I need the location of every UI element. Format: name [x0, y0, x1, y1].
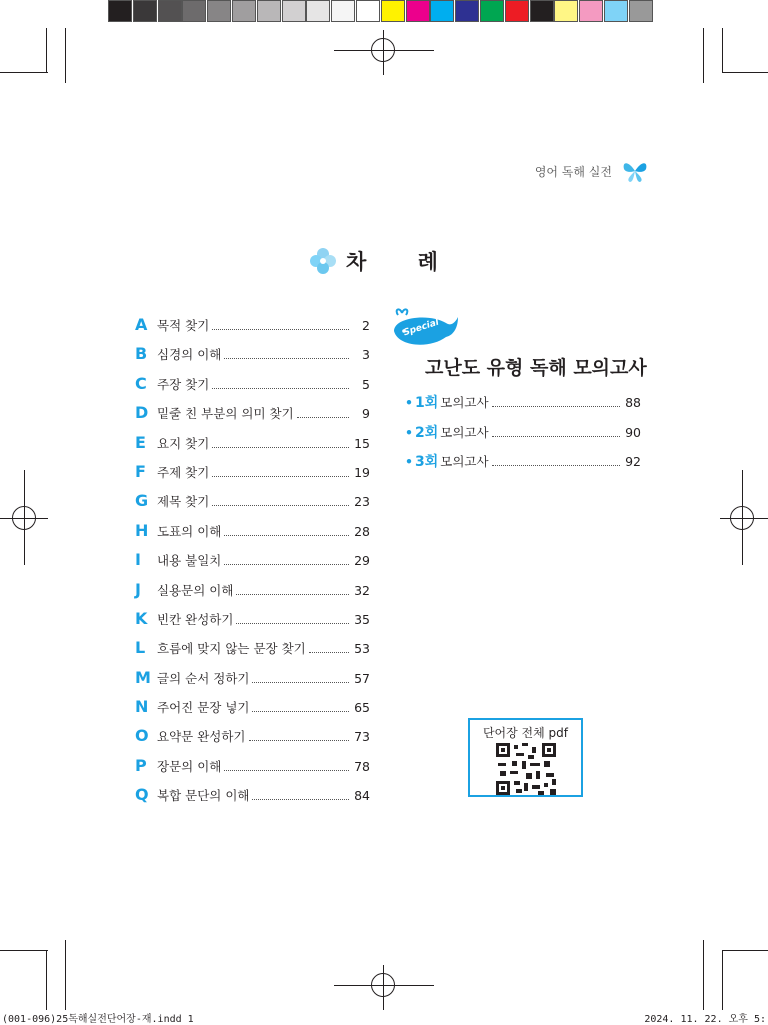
- qr-label: 단어장 전체 pdf: [482, 726, 569, 740]
- color-swatch: [480, 0, 504, 22]
- leader-dots: [224, 535, 349, 536]
- toc-item[interactable]: [135, 374, 370, 403]
- leader-dots: [492, 406, 620, 407]
- exam-label: 모의고사: [440, 454, 489, 469]
- toc-item[interactable]: [135, 580, 370, 609]
- toc-label: 요약문 완성하기: [157, 729, 246, 745]
- color-swatch: [505, 0, 529, 22]
- toc-label: 목적 찾기: [157, 318, 210, 333]
- registration-mark: [12, 506, 36, 530]
- toc-label: 흐름에 맞지 않는 문장 찾기: [157, 641, 306, 657]
- toc-item[interactable]: [135, 433, 370, 462]
- toc-page: 28: [354, 523, 370, 539]
- color-swatch: [133, 0, 157, 22]
- toc-letter: H: [135, 520, 149, 540]
- toc-letter: B: [135, 344, 148, 364]
- toc-page: 15: [354, 435, 370, 451]
- color-swatch: [579, 0, 603, 22]
- leader-dots: [236, 594, 349, 595]
- toc-item[interactable]: [135, 668, 370, 697]
- leader-dots: [212, 388, 349, 389]
- toc-page: 23: [354, 494, 370, 510]
- leader-dots: [212, 447, 349, 448]
- exam-list: [405, 392, 641, 481]
- toc-letter: E: [135, 432, 146, 452]
- leader-dots: [252, 799, 349, 800]
- toc-letter: C: [135, 373, 147, 393]
- toc-letter: A: [135, 315, 148, 334]
- toc-letter: P: [135, 755, 147, 775]
- exam-item[interactable]: [405, 422, 641, 452]
- exam-page: 92: [625, 454, 641, 469]
- crop-mark: [722, 950, 768, 951]
- toc-label: 주장 찾기: [157, 376, 210, 392]
- crop-mark: [46, 28, 47, 73]
- color-bar: [108, 0, 654, 22]
- toc-page: 9: [362, 406, 370, 422]
- registration-mark: [371, 38, 395, 62]
- toc-label: 장문의 이해: [157, 758, 222, 774]
- toc-label: 복합 문단의 이해: [157, 788, 250, 804]
- color-swatch: [207, 0, 231, 22]
- toc-letter: Q: [135, 785, 149, 805]
- toc-item[interactable]: [135, 726, 370, 755]
- bullet-icon: •: [405, 454, 413, 469]
- toc-page: 32: [354, 582, 370, 598]
- exam-page: 90: [625, 424, 641, 440]
- crop-mark: [722, 28, 723, 73]
- toc-letter: K: [135, 608, 148, 628]
- crop-mark: [65, 940, 66, 1010]
- toc-page: 2: [362, 318, 370, 333]
- toc-letter: D: [135, 403, 149, 423]
- butterfly-icon: [620, 158, 650, 184]
- toc-page: 19: [354, 464, 370, 480]
- toc-page: 53: [354, 641, 370, 657]
- series-name: 영어 독해 실전: [534, 164, 612, 179]
- qr-code-box[interactable]: [468, 718, 583, 797]
- exam-number: 1회: [415, 395, 439, 411]
- clover-icon: [308, 246, 338, 276]
- leader-dots: [224, 770, 349, 771]
- crop-mark: [46, 950, 47, 1010]
- special-badge: Special: [402, 317, 441, 339]
- leader-dots: [492, 465, 620, 466]
- color-swatch: [530, 0, 554, 22]
- exam-label: 모의고사: [440, 424, 489, 440]
- registration-mark: [730, 506, 754, 530]
- toc-item[interactable]: [135, 403, 370, 432]
- toc-letter: G: [135, 491, 149, 511]
- qr-code-icon[interactable]: [496, 743, 556, 795]
- toc-item[interactable]: [135, 638, 370, 667]
- toc-page: 5: [362, 376, 370, 392]
- color-swatch: [306, 0, 330, 22]
- color-swatch: [182, 0, 206, 22]
- crop-mark: [0, 950, 48, 951]
- page-title: [0, 246, 768, 276]
- crop-mark: [703, 940, 704, 1010]
- toc-label: 빈칸 완성하기: [157, 611, 234, 627]
- toc-item[interactable]: [135, 521, 370, 550]
- toc-item[interactable]: [135, 609, 370, 638]
- crop-mark: [65, 28, 66, 83]
- toc-page: 65: [354, 700, 370, 716]
- toc-item[interactable]: [135, 344, 370, 373]
- toc-list: [135, 315, 370, 815]
- toc-item[interactable]: [135, 756, 370, 785]
- toc-page: 84: [354, 788, 370, 804]
- color-swatch: [232, 0, 256, 22]
- toc-letter: L: [135, 638, 146, 658]
- leader-dots: [212, 505, 349, 506]
- leader-dots: [252, 682, 349, 683]
- title-text: 차 례: [346, 250, 460, 274]
- toc-label: 요지 찾기: [157, 435, 210, 451]
- toc-letter: O: [135, 726, 149, 746]
- bullet-icon: •: [405, 424, 413, 440]
- leader-dots: [252, 711, 349, 712]
- leader-dots: [212, 476, 349, 477]
- toc-letter: I: [135, 550, 141, 570]
- toc-page: 78: [354, 758, 370, 774]
- exam-number: 3회: [415, 454, 439, 470]
- color-swatch: [406, 0, 430, 22]
- crop-mark: [722, 72, 768, 73]
- leader-dots: [224, 564, 349, 565]
- leader-dots: [492, 436, 620, 437]
- color-swatch: [108, 0, 132, 22]
- leader-dots: [309, 652, 349, 653]
- toc-item[interactable]: [135, 315, 370, 344]
- toc-letter: N: [135, 697, 149, 717]
- exam-number: 2회: [415, 424, 439, 441]
- leader-dots: [236, 623, 349, 624]
- leader-dots: [212, 329, 349, 330]
- color-swatch: [356, 0, 380, 22]
- toc-item[interactable]: [135, 462, 370, 491]
- toc-page: 57: [354, 670, 370, 686]
- footer-timestamp: 2024. 11. 22. 오후 5:: [644, 1014, 766, 1025]
- toc-item[interactable]: [135, 491, 370, 520]
- color-swatch: [381, 0, 405, 22]
- crop-mark: [0, 72, 48, 73]
- toc-letter: J: [135, 579, 141, 599]
- exam-item[interactable]: [405, 392, 641, 422]
- color-swatch: [430, 0, 454, 22]
- toc-letter: M: [135, 667, 151, 687]
- toc-item[interactable]: [135, 785, 370, 814]
- toc-label: 실용문의 이해: [157, 582, 234, 598]
- toc-label: 도표의 이해: [157, 523, 222, 539]
- leader-dots: [224, 358, 349, 359]
- registration-mark: [371, 973, 395, 997]
- toc-letter: F: [135, 461, 146, 481]
- color-swatch: [629, 0, 653, 22]
- series-header: [535, 158, 650, 184]
- crop-mark: [703, 28, 704, 83]
- toc-page: 73: [354, 729, 370, 745]
- toc-label: 심경의 이해: [157, 347, 222, 363]
- exam-label: 모의고사: [440, 395, 489, 410]
- color-swatch: [455, 0, 479, 22]
- toc-label: 내용 불일치: [157, 553, 222, 569]
- color-swatch: [158, 0, 182, 22]
- color-swatch: [257, 0, 281, 22]
- toc-label: 제목 찾기: [157, 494, 210, 510]
- exam-item[interactable]: [405, 451, 641, 481]
- toc-item[interactable]: [135, 550, 370, 579]
- color-swatch: [331, 0, 355, 22]
- bullet-icon: •: [405, 395, 413, 410]
- special-title: 고난도 유형 독해 모의고사: [425, 357, 647, 379]
- toc-label: 주제 찾기: [157, 464, 210, 480]
- footer-filename: (001-096)25독해실전단어장-재.indd 1: [2, 1014, 194, 1025]
- toc-label: 주어진 문장 넣기: [157, 700, 250, 716]
- toc-item[interactable]: [135, 697, 370, 726]
- toc-page: 29: [354, 553, 370, 569]
- leader-dots: [297, 417, 349, 418]
- exam-page: 88: [625, 395, 641, 410]
- color-swatch: [604, 0, 628, 22]
- color-swatch: [554, 0, 578, 22]
- color-swatch: [282, 0, 306, 22]
- crop-mark: [722, 950, 723, 1010]
- toc-page: 35: [354, 611, 370, 627]
- toc-label: 밑줄 친 부분의 의미 찾기: [157, 406, 294, 422]
- leader-dots: [249, 740, 350, 741]
- toc-page: 3: [362, 347, 370, 363]
- toc-label: 글의 순서 정하기: [157, 670, 250, 686]
